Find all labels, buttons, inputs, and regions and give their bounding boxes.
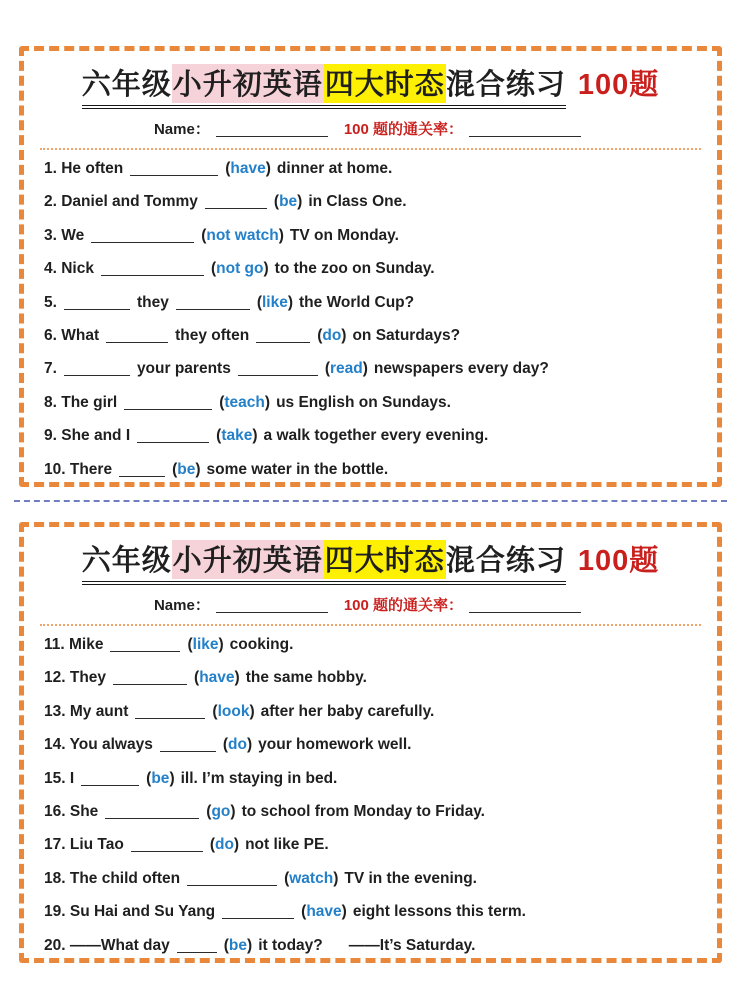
paren-close: ) bbox=[263, 260, 269, 278]
name-row bbox=[38, 119, 703, 141]
title-practice-text: 混合练习 bbox=[445, 69, 566, 101]
question-text: the same hobby. bbox=[245, 669, 367, 687]
paren-close: ) bbox=[252, 427, 258, 445]
answer-blank[interactable] bbox=[205, 205, 267, 209]
paren-close: ) bbox=[362, 360, 368, 378]
question-text: 13. My aunt bbox=[44, 702, 129, 720]
question-text: on Saturdays? bbox=[352, 326, 461, 344]
verb-word: not watch bbox=[206, 226, 279, 244]
question-text: dinner at home. bbox=[276, 160, 393, 177]
paren-close: ) bbox=[264, 393, 271, 411]
pass-rate-label: 100 题的通关率： bbox=[343, 597, 464, 614]
worksheet-title bbox=[38, 538, 703, 590]
paren-open: ( bbox=[172, 460, 178, 478]
pass-rate-blank[interactable] bbox=[469, 609, 581, 613]
question-row bbox=[44, 895, 703, 928]
question-row bbox=[44, 319, 703, 352]
question-text: 10. There bbox=[44, 460, 113, 478]
paren-close: ) bbox=[247, 936, 253, 954]
answer-blank[interactable] bbox=[91, 239, 194, 243]
spacer bbox=[323, 949, 349, 950]
paren-close: ) bbox=[297, 193, 303, 211]
verb-word: like bbox=[192, 636, 219, 653]
verb-word: be bbox=[228, 936, 248, 954]
question-text: 2. Daniel and Tommy bbox=[44, 193, 198, 211]
question-text: it today? bbox=[258, 936, 323, 954]
paren-close: ) bbox=[233, 836, 240, 854]
pass-rate-blank[interactable] bbox=[469, 133, 581, 137]
answer-blank[interactable] bbox=[135, 715, 205, 719]
answer-blank[interactable] bbox=[64, 306, 130, 310]
answer-blank[interactable] bbox=[177, 949, 217, 953]
verb-word: not go bbox=[216, 260, 264, 278]
answer-blank[interactable] bbox=[113, 681, 187, 685]
answer-blank[interactable] bbox=[124, 406, 212, 410]
paren-open: ( bbox=[256, 293, 262, 311]
answer-blank[interactable] bbox=[238, 372, 318, 376]
title-underlined-part bbox=[82, 69, 566, 109]
answer-blank[interactable] bbox=[105, 815, 199, 819]
question-text: to school from Monday to Friday. bbox=[241, 802, 485, 820]
question-text: 11. Mike bbox=[44, 636, 104, 653]
paren-open: ( bbox=[301, 903, 307, 921]
question-row bbox=[44, 661, 703, 694]
answer-blank[interactable] bbox=[130, 172, 218, 176]
paren-close: ) bbox=[249, 702, 255, 720]
worksheet-panel-1 bbox=[19, 46, 722, 487]
question-row bbox=[44, 352, 703, 385]
verb-hint bbox=[172, 461, 200, 478]
answer-blank[interactable] bbox=[176, 306, 250, 310]
question-row bbox=[44, 286, 703, 319]
question-row bbox=[44, 862, 703, 895]
name-blank[interactable] bbox=[216, 609, 328, 613]
question-text: they bbox=[136, 293, 169, 311]
question-row bbox=[44, 419, 703, 452]
verb-word: go bbox=[211, 802, 231, 820]
paren-open: ( bbox=[216, 427, 222, 445]
paren-close: ) bbox=[246, 736, 253, 754]
question-row bbox=[44, 185, 703, 218]
question-text: 7. bbox=[44, 360, 57, 378]
name-label: Name： bbox=[153, 597, 210, 614]
verb-word: be bbox=[151, 769, 170, 787]
question-text: in Class One. bbox=[308, 193, 407, 211]
paren-open: ( bbox=[210, 260, 217, 278]
paren-open: ( bbox=[317, 326, 323, 344]
question-row bbox=[44, 728, 703, 761]
verb-hint bbox=[301, 903, 347, 920]
paren-open: ( bbox=[146, 769, 152, 787]
title-pink-highlight: 小升初英语 bbox=[172, 64, 324, 103]
question-text: 6. What bbox=[44, 326, 100, 344]
question-text: the World Cup? bbox=[299, 293, 415, 311]
answer-blank[interactable] bbox=[187, 882, 277, 886]
question-row bbox=[44, 252, 703, 285]
paren-open: ( bbox=[273, 193, 280, 211]
verb-word: be bbox=[177, 460, 196, 478]
verb-hint bbox=[225, 160, 271, 177]
paren-open: ( bbox=[201, 226, 207, 244]
worksheet-title bbox=[38, 62, 703, 114]
question-text: 5. bbox=[44, 293, 57, 311]
question-text: 15. I bbox=[44, 769, 75, 787]
verb-word: do bbox=[214, 836, 234, 854]
panel-divider-dashed bbox=[14, 500, 727, 502]
paren-open: ( bbox=[194, 669, 200, 687]
paren-close: ) bbox=[341, 903, 347, 921]
title-grade-text: 六年级 bbox=[81, 545, 172, 577]
questions-list-1 bbox=[38, 152, 703, 486]
verb-hint bbox=[211, 260, 269, 277]
answer-blank[interactable] bbox=[256, 339, 310, 343]
paren-close: ) bbox=[230, 802, 236, 820]
paren-close: ) bbox=[234, 669, 240, 687]
answer-blank[interactable] bbox=[119, 473, 165, 477]
paren-open: ( bbox=[206, 802, 212, 820]
verb-word: have bbox=[230, 160, 266, 177]
verb-hint bbox=[146, 770, 174, 787]
question-text: ill. I’m staying in bed. bbox=[180, 769, 338, 787]
title-question-count: 100题 bbox=[577, 69, 660, 101]
paren-close: ) bbox=[265, 160, 271, 177]
verb-hint bbox=[187, 636, 223, 653]
question-text: 12. They bbox=[44, 669, 107, 687]
question-row bbox=[44, 695, 703, 728]
pass-rate-label: 100 题的通关率： bbox=[343, 121, 464, 138]
header-rule bbox=[40, 624, 701, 626]
question-text: after her baby carefully. bbox=[260, 702, 435, 720]
title-yellow-highlight: 四大时态 bbox=[324, 64, 446, 103]
question-text: 3. We bbox=[44, 226, 85, 244]
answer-blank[interactable] bbox=[222, 915, 294, 919]
question-text: some water in the bottle. bbox=[206, 460, 389, 478]
verb-hint bbox=[317, 327, 346, 344]
question-text: 17. Liu Tao bbox=[44, 836, 124, 854]
question-row bbox=[44, 386, 703, 419]
verb-word: teach bbox=[224, 393, 265, 411]
question-text: 20. ——What day bbox=[44, 936, 170, 954]
title-practice-text: 混合练习 bbox=[445, 545, 566, 577]
paren-open: ( bbox=[212, 702, 218, 720]
answer-blank[interactable] bbox=[137, 439, 209, 443]
question-row bbox=[44, 762, 703, 795]
answer-blank[interactable] bbox=[131, 848, 203, 852]
answer-blank[interactable] bbox=[101, 272, 204, 276]
paren-open: ( bbox=[219, 393, 225, 411]
verb-word: do bbox=[322, 326, 342, 344]
question-text: 16. She bbox=[44, 802, 99, 820]
header-rule bbox=[40, 148, 701, 150]
paren-close: ) bbox=[333, 869, 339, 887]
question-text: 14. You always bbox=[44, 736, 153, 754]
verb-hint bbox=[206, 803, 235, 820]
question-row bbox=[44, 628, 703, 661]
paren-close: ) bbox=[169, 769, 175, 787]
questions-list-2 bbox=[38, 628, 703, 962]
verb-word: do bbox=[228, 736, 247, 754]
question-text: 8. The girl bbox=[44, 393, 118, 411]
question-text: 1. He often bbox=[44, 160, 124, 177]
question-text: your parents bbox=[136, 360, 231, 378]
verb-hint bbox=[257, 294, 293, 311]
name-label: Name： bbox=[153, 121, 210, 138]
verb-word: watch bbox=[289, 869, 334, 887]
title-pink-highlight: 小升初英语 bbox=[172, 540, 324, 579]
verb-hint bbox=[201, 227, 284, 244]
question-text: 18. The child often bbox=[44, 869, 181, 887]
verb-hint bbox=[216, 427, 257, 444]
verb-hint bbox=[325, 360, 368, 377]
paren-open: ( bbox=[324, 360, 330, 378]
paren-open: ( bbox=[223, 936, 229, 954]
paren-open: ( bbox=[209, 836, 215, 854]
paren-open: ( bbox=[222, 736, 229, 754]
question-text: your homework well. bbox=[258, 736, 412, 754]
paren-close: ) bbox=[287, 293, 294, 311]
worksheet-panel-2 bbox=[19, 522, 722, 963]
paren-open: ( bbox=[284, 869, 290, 887]
verb-word: have bbox=[199, 669, 235, 687]
verb-hint bbox=[219, 394, 270, 411]
verb-hint bbox=[224, 937, 252, 954]
paren-open: ( bbox=[187, 636, 193, 653]
verb-hint bbox=[274, 193, 302, 210]
answer-blank[interactable] bbox=[106, 339, 168, 343]
question-text: cooking. bbox=[229, 636, 294, 653]
verb-word: be bbox=[279, 193, 298, 211]
question-text: to the zoo on Sunday. bbox=[274, 260, 435, 278]
name-blank[interactable] bbox=[216, 133, 328, 137]
question-text: newspapers every day? bbox=[373, 360, 549, 378]
title-question-count: 100题 bbox=[577, 545, 660, 577]
verb-hint bbox=[210, 836, 239, 853]
question-row bbox=[44, 929, 703, 962]
verb-word: have bbox=[306, 903, 342, 921]
verb-word: look bbox=[217, 702, 250, 720]
paren-close: ) bbox=[278, 226, 284, 244]
question-text: TV in the evening. bbox=[344, 869, 477, 887]
question-text: us English on Sundays. bbox=[276, 393, 451, 411]
title-grade-text: 六年级 bbox=[81, 69, 172, 101]
paren-open: ( bbox=[225, 160, 231, 177]
question-row bbox=[44, 152, 703, 185]
verb-hint bbox=[212, 703, 254, 720]
verb-hint bbox=[194, 669, 240, 686]
question-text: they often bbox=[175, 326, 250, 344]
question-text: not like PE. bbox=[245, 836, 329, 854]
question-text: 19. Su Hai and Su Yang bbox=[44, 903, 216, 921]
question-text: a walk together every evening. bbox=[263, 427, 489, 445]
answer-blank[interactable] bbox=[160, 748, 216, 752]
verb-word: take bbox=[221, 427, 253, 445]
verb-word: like bbox=[261, 293, 288, 311]
question-text: 9. She and I bbox=[44, 427, 131, 445]
answer-blank[interactable] bbox=[64, 372, 130, 376]
title-yellow-highlight: 四大时态 bbox=[324, 540, 446, 579]
question-text: TV on Monday. bbox=[289, 226, 399, 244]
name-row bbox=[38, 595, 703, 617]
question-text: eight lessons this term. bbox=[352, 903, 526, 921]
question-text: 4. Nick bbox=[44, 260, 94, 278]
paren-close: ) bbox=[218, 636, 224, 653]
answer-blank[interactable] bbox=[81, 782, 139, 786]
title-underlined-part bbox=[82, 545, 566, 585]
question-row bbox=[44, 219, 703, 252]
paren-close: ) bbox=[341, 326, 347, 344]
verb-hint bbox=[223, 736, 252, 753]
question-row bbox=[44, 828, 703, 861]
question-row bbox=[44, 453, 703, 486]
verb-word: read bbox=[330, 360, 363, 378]
verb-hint bbox=[284, 870, 338, 887]
paren-close: ) bbox=[195, 460, 201, 478]
question-row bbox=[44, 795, 703, 828]
answer-blank[interactable] bbox=[110, 648, 180, 652]
question-text: ——It’s Saturday. bbox=[348, 936, 476, 954]
